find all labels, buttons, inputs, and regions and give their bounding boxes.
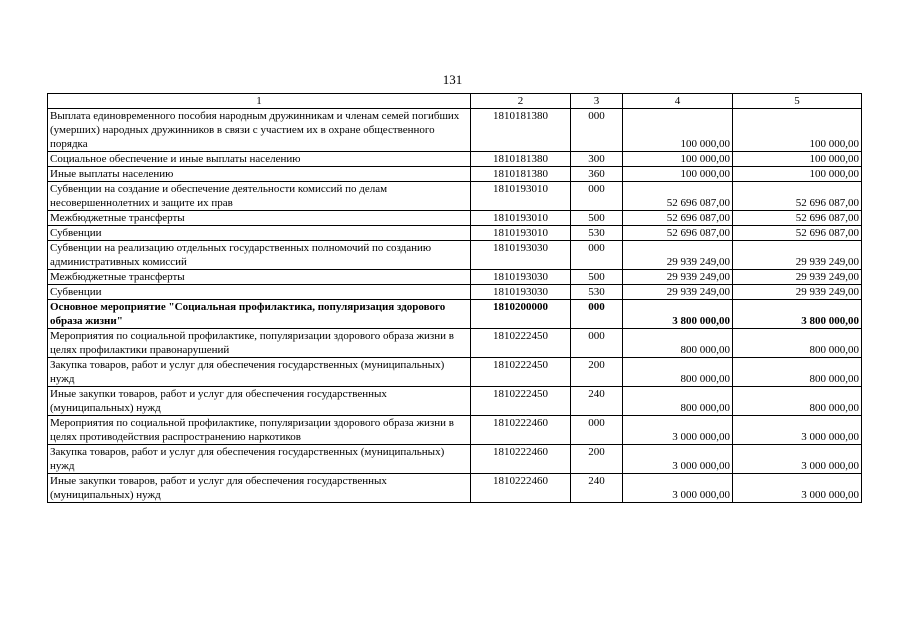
column-header-sum-1: 4: [623, 94, 733, 109]
row-amount-1: 800 000,00: [623, 387, 733, 416]
table-body: [48, 94, 862, 503]
row-amount-1: 29 939 249,00: [623, 241, 733, 270]
row-expense-type-code: 200: [571, 445, 623, 474]
row-name: Субвенции на создание и обеспечение деятельности комиссий по делам несовершеннолетних и защите их прав: [48, 182, 471, 211]
row-expense-type-code: 000: [571, 241, 623, 270]
row-amount-2: 29 939 249,00: [733, 285, 862, 300]
row-amount-1: 3 000 000,00: [623, 474, 733, 503]
row-expense-type-code: 240: [571, 387, 623, 416]
row-target-article-code: 1810181380: [471, 167, 571, 182]
row-target-article-code: 1810193030: [471, 285, 571, 300]
row-amount-2: 3 000 000,00: [733, 474, 862, 503]
row-target-article-code: 1810193030: [471, 241, 571, 270]
page-number: 131: [442, 72, 463, 87]
table-row: [48, 445, 862, 474]
table-row: [48, 474, 862, 503]
row-target-article-code: 1810222460: [471, 474, 571, 503]
column-header-vr: 3: [571, 94, 623, 109]
row-name: Иные закупки товаров, работ и услуг для обеспечения государственных (муниципальных) нужд: [48, 474, 471, 503]
row-amount-1: 3 000 000,00: [623, 445, 733, 474]
row-amount-2: 3 800 000,00: [733, 300, 862, 329]
row-target-article-code: 1810193010: [471, 211, 571, 226]
row-name: Субвенции: [48, 226, 471, 241]
table-row: [48, 211, 862, 226]
row-amount-1: 100 000,00: [623, 109, 733, 152]
row-target-article-code: 1810222450: [471, 329, 571, 358]
table-row: [48, 167, 862, 182]
table-row: [48, 241, 862, 270]
row-name: Закупка товаров, работ и услуг для обеспечения государственных (муниципальных) нужд: [48, 445, 471, 474]
row-expense-type-code: 500: [571, 270, 623, 285]
row-amount-2: 100 000,00: [733, 152, 862, 167]
row-expense-type-code: 500: [571, 211, 623, 226]
row-amount-2: 52 696 087,00: [733, 182, 862, 211]
row-amount-2: 3 000 000,00: [733, 416, 862, 445]
row-amount-2: 52 696 087,00: [733, 211, 862, 226]
row-amount-2: 800 000,00: [733, 387, 862, 416]
column-header-sum-2: 5: [733, 94, 862, 109]
row-amount-1: 52 696 087,00: [623, 211, 733, 226]
table-row: [48, 109, 862, 152]
row-amount-2: 800 000,00: [733, 329, 862, 358]
table-row: [48, 226, 862, 241]
column-header-csr: 2: [471, 94, 571, 109]
table-row: [48, 152, 862, 167]
row-name: Социальное обеспечение и иные выплаты населению: [48, 152, 471, 167]
row-name: Субвенции: [48, 285, 471, 300]
row-amount-1: 3 000 000,00: [623, 416, 733, 445]
row-target-article-code: 1810181380: [471, 152, 571, 167]
row-amount-2: 29 939 249,00: [733, 270, 862, 285]
row-name: Основное мероприятие "Социальная профилактика, популяризация здорового образа жизни": [48, 300, 471, 329]
row-amount-1: 29 939 249,00: [623, 285, 733, 300]
row-expense-type-code: 200: [571, 358, 623, 387]
row-expense-type-code: 000: [571, 182, 623, 211]
row-name: Субвенции на реализацию отдельных государственных полномочий по созданию административных комиссий: [48, 241, 471, 270]
row-expense-type-code: 000: [571, 329, 623, 358]
table-row: [48, 387, 862, 416]
row-amount-2: 29 939 249,00: [733, 241, 862, 270]
row-amount-2: 52 696 087,00: [733, 226, 862, 241]
row-amount-1: 800 000,00: [623, 329, 733, 358]
row-amount-1: 52 696 087,00: [623, 226, 733, 241]
table-row: [48, 329, 862, 358]
row-name: Мероприятия по социальной профилактике, популяризации здорового образа жизни в целях профилактики правонарушений: [48, 329, 471, 358]
row-target-article-code: 1810193010: [471, 182, 571, 211]
row-target-article-code: 1810222460: [471, 445, 571, 474]
row-amount-1: 100 000,00: [623, 167, 733, 182]
row-target-article-code: 1810200000: [471, 300, 571, 329]
table-row: [48, 285, 862, 300]
table-row: [48, 416, 862, 445]
row-name: Выплата единовременного пособия народным дружинникам и членам семей погибших (умерших) народных дружинников в связи с участием их в охране общественного порядка: [48, 109, 471, 152]
table-row: [48, 358, 862, 387]
table-row: [48, 270, 862, 285]
row-name: Иные выплаты населению: [48, 167, 471, 182]
row-amount-2: 3 000 000,00: [733, 445, 862, 474]
table-header-row: [48, 94, 862, 109]
row-amount-2: 800 000,00: [733, 358, 862, 387]
row-name: Закупка товаров, работ и услуг для обеспечения государственных (муниципальных) нужд: [48, 358, 471, 387]
row-amount-1: 3 800 000,00: [623, 300, 733, 329]
row-amount-2: 100 000,00: [733, 167, 862, 182]
row-name: Мероприятия по социальной профилактике, популяризации здорового образа жизни в целях противодействия распространению наркотиков: [48, 416, 471, 445]
table-row: [48, 182, 862, 211]
row-expense-type-code: 000: [571, 300, 623, 329]
budget-table: [47, 93, 862, 503]
row-expense-type-code: 530: [571, 226, 623, 241]
row-expense-type-code: 360: [571, 167, 623, 182]
row-target-article-code: 1810222450: [471, 358, 571, 387]
table-row: [48, 300, 862, 329]
row-expense-type-code: 530: [571, 285, 623, 300]
row-target-article-code: 1810193010: [471, 226, 571, 241]
row-expense-type-code: 000: [571, 109, 623, 152]
row-expense-type-code: 000: [571, 416, 623, 445]
row-name: Межбюджетные трансферты: [48, 211, 471, 226]
row-expense-type-code: 300: [571, 152, 623, 167]
row-amount-1: 29 939 249,00: [623, 270, 733, 285]
row-target-article-code: 1810181380: [471, 109, 571, 152]
row-name: Межбюджетные трансферты: [48, 270, 471, 285]
row-amount-1: 52 696 087,00: [623, 182, 733, 211]
row-expense-type-code: 240: [571, 474, 623, 503]
row-amount-2: 100 000,00: [733, 109, 862, 152]
row-amount-1: 800 000,00: [623, 358, 733, 387]
column-header-name: 1: [48, 94, 471, 109]
row-target-article-code: 1810193030: [471, 270, 571, 285]
row-name: Иные закупки товаров, работ и услуг для обеспечения государственных (муниципальных) нужд: [48, 387, 471, 416]
row-target-article-code: 1810222460: [471, 416, 571, 445]
row-amount-1: 100 000,00: [623, 152, 733, 167]
row-target-article-code: 1810222450: [471, 387, 571, 416]
